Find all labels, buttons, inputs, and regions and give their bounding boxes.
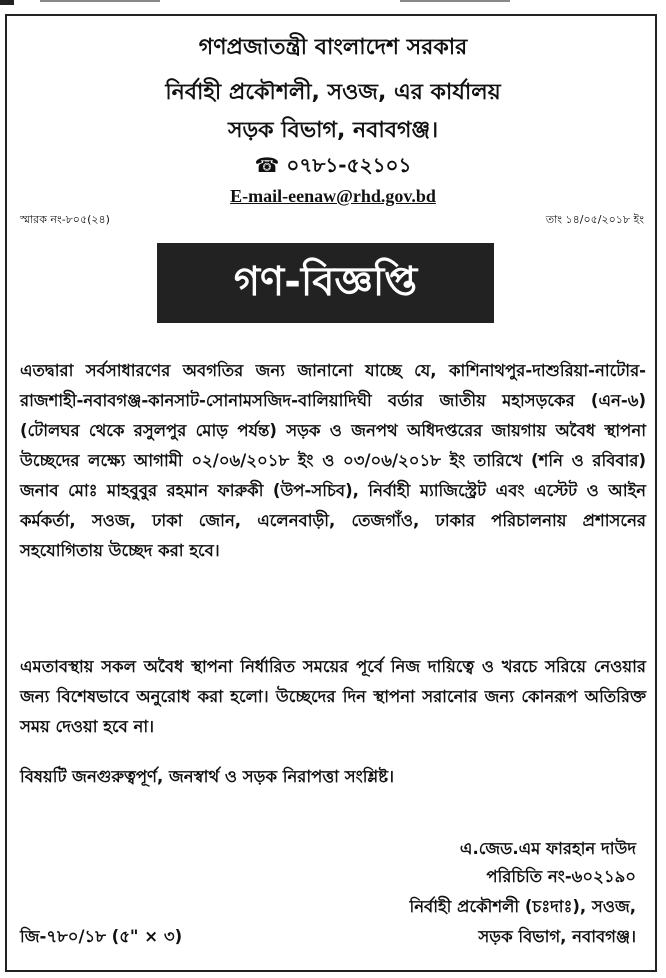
memo-date: তাং ১৪/০৫/২০১৮ ইং — [545, 213, 644, 226]
page-corner-mark — [0, 0, 14, 5]
body-paragraph-2: এমতাবস্থায় সকল অবৈধ স্থাপনা নির্ধারিত সময়ের পূর্বে নিজ দায়িত্বে ও খরচে সরিয়ে নেওয়ার জন্য বিশেষভাবে অনুরোধ করা হলো। উচ্ছেদের দিন স্থাপনা সরানোর জন্য কোনরূপ অতিরিক্ত সময় দেওয়া হবে না। — [20, 657, 646, 736]
notice-banner — [157, 243, 494, 323]
govt-title: গণপ্রজাতন্ত্রী বাংলাদেশ সরকার — [198, 35, 468, 60]
signatory-office: সড়ক বিভাগ, নবাবগঞ্জ। — [478, 927, 636, 946]
division-title: সড়ক বিভাগ, নবাবগঞ্জ। — [227, 118, 439, 143]
office-title: নির্বাহী প্রকৌশলী, সওজ, এর কার্যালয় — [165, 80, 501, 105]
top-strip — [0, 0, 666, 10]
email-address: E-mail-eenaw@rhd.gov.bd — [230, 186, 436, 206]
phone-number: ☎ ০৭৮১-৫২১০১ — [254, 153, 412, 177]
memo-number: স্মারক নং-৮০৫(২৪) — [20, 213, 110, 226]
body-paragraph-3: বিষয়টি জনগুরুত্বপূর্ণ, জনস্বার্থ ও সড়ক নিরাপত্তা সংশ্লিষ্ট। — [20, 767, 394, 786]
body-paragraph-1: এতদ্বারা সর্বসাধারণের অবগতির জন্য জানানো যাচ্ছে যে, কাশিনাথপুর-দাশুরিয়া-নাটোর- রাজশাহী-নবাবগঞ্জ-কানসাট-সোনামসজিদ-বালিয়াদিঘী বর্ডার জাতীয় মহাসড়কের (এন-৬) (টোলঘর থেকে রসুলপুর মোড় পর্যন্ত) সড়ক ও জনপথ অধিদপ্তরের জায়গায় অবৈধ স্থাপনা উচ্ছেদের লক্ষ্যে আগামী ০২/০৬/২০১৮ ইং ও ০৩/০৬/২০১৮ ইং তারিখে (শনি ও রবিবার) জনাব মোঃ মাহবুবুর রহমান ফারুকী (উপ-সচিব), নির্বাহী ম্যাজিস্ট্রেট এবং এস্টেট ও আইন কর্মকর্তা, সওজ, ঢাকা জোন, এলেনবাড়ী, তেজগাঁও, ঢাকার পরিচালনায় প্রশাসনের সহযোগিতায় উচ্ছেদ করা হবে। — [20, 361, 646, 560]
publication-code: জি-৭৮০/১৮ (৫" × ৩) — [20, 927, 183, 946]
signatory-designation: নির্বাহী প্রকৌশলী (চঃদাঃ), সওজ, — [409, 897, 636, 916]
signatory-name: এ.জেড.এম ফারহান দাউদ — [459, 839, 636, 858]
notice-title: গণ-বিজ্ঞপ্তি — [233, 258, 418, 305]
header-rule-right — [400, 0, 510, 2]
header-rule-left — [40, 0, 160, 2]
signatory-id: পরিচিতি নং-৬০২১৯০ — [486, 867, 636, 886]
